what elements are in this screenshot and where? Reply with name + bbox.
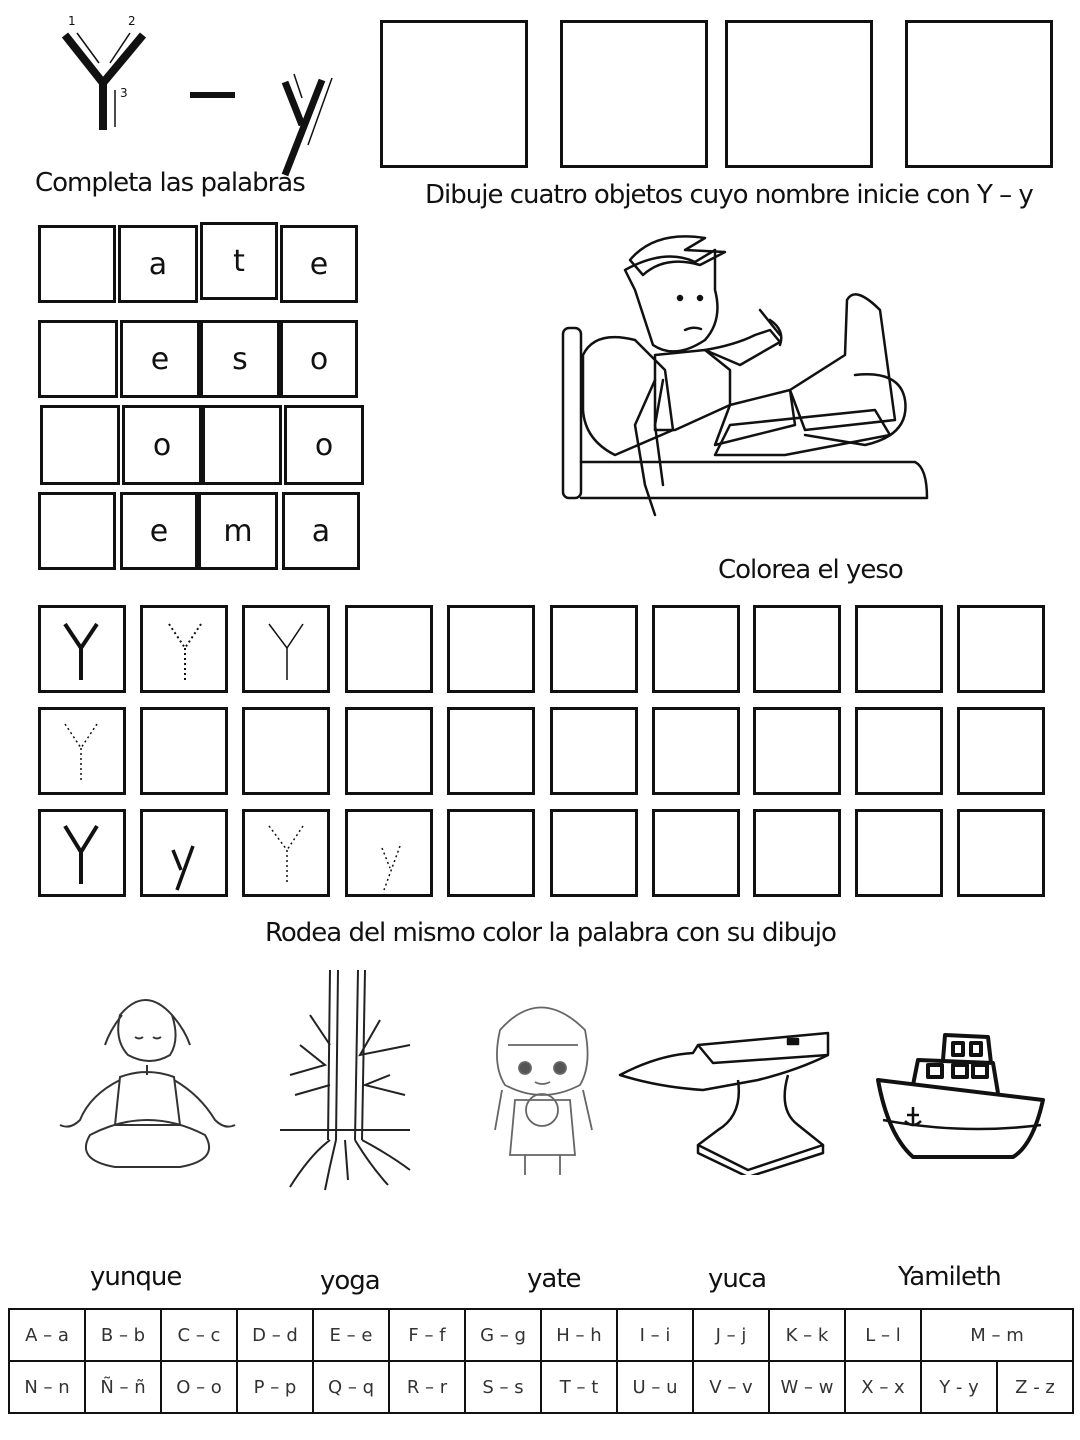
trace-cell[interactable] (753, 605, 841, 693)
drawing-box-4[interactable] (905, 20, 1053, 168)
alphabet-row-2 (9, 1361, 1073, 1413)
alphabet-cell: Q – q (313, 1361, 389, 1413)
trace-cell[interactable] (652, 707, 740, 795)
word-cell: o (284, 405, 364, 485)
trace-cell[interactable] (957, 605, 1045, 693)
alphabet-strip (8, 1308, 1074, 1414)
trace-cell[interactable] (140, 707, 228, 795)
trace-cell[interactable] (242, 809, 330, 897)
yoga-girl-picture[interactable] (50, 985, 245, 1175)
trace-cell[interactable] (753, 809, 841, 897)
word-cell: m (198, 492, 278, 570)
word-yuca[interactable]: yuca (708, 1264, 767, 1294)
word-yate[interactable]: yate (527, 1264, 581, 1294)
alphabet-cell: W – w (769, 1361, 845, 1413)
drawing-box-1[interactable] (380, 20, 528, 168)
alphabet-cell: J – j (693, 1309, 769, 1361)
alphabet-cell: A – a (9, 1309, 85, 1361)
trace-cell[interactable] (447, 707, 535, 795)
trace-cell[interactable] (38, 809, 126, 897)
drawing-box-2[interactable] (560, 20, 708, 168)
alphabet-cell: U – u (617, 1361, 693, 1413)
word-cell: a (118, 225, 198, 303)
trace-cell[interactable] (855, 605, 943, 693)
alphabet-cell: Z - z (997, 1361, 1073, 1413)
word-cell: e (120, 320, 200, 398)
trace-cell[interactable] (753, 707, 841, 795)
instruction-complete-words: Completa las palabras (35, 168, 305, 198)
trace-cell[interactable] (345, 707, 433, 795)
trace-cell[interactable] (447, 809, 535, 897)
stroke-number-1: 1 (68, 14, 75, 28)
word-cell: o (280, 320, 358, 398)
trace-cell[interactable] (345, 605, 433, 693)
letter-Y-guide (55, 15, 165, 140)
word-cell: a (282, 492, 360, 570)
trace-cell[interactable] (140, 605, 228, 693)
word-yunque[interactable]: yunque (90, 1262, 182, 1292)
instruction-draw-objects: Dibuje cuatro objetos cuyo nombre inicie con Y – y (425, 180, 1033, 210)
alphabet-cell: Ñ – ñ (85, 1361, 161, 1413)
word-cell: e (120, 492, 198, 570)
trace-cell[interactable] (855, 707, 943, 795)
trace-cell[interactable] (345, 809, 433, 897)
word-cell: e (280, 225, 358, 303)
instruction-color-cast: Colorea el yeso (718, 555, 903, 585)
alphabet-cell: I – i (617, 1309, 693, 1361)
drawing-box-3[interactable] (725, 20, 873, 168)
word-cell[interactable] (38, 492, 116, 570)
alphabet-cell: X – x (845, 1361, 921, 1413)
stroke-number-3: 3 (120, 86, 127, 100)
alphabet-cell: E – e (313, 1309, 389, 1361)
trace-cell[interactable] (550, 809, 638, 897)
alphabet-row-1 (9, 1309, 1073, 1361)
instruction-circle-same-color: Rodea del mismo color la palabra con su dibujo (265, 918, 836, 948)
boy-with-cast-illustration[interactable] (555, 230, 935, 530)
trace-cell[interactable] (140, 809, 228, 897)
anvil-picture[interactable] (618, 1025, 833, 1175)
alphabet-cell: R – r (389, 1361, 465, 1413)
trace-cell[interactable] (447, 605, 535, 693)
trace-cell[interactable] (957, 809, 1045, 897)
alphabet-cell: H – h (541, 1309, 617, 1361)
alphabet-cell: P – p (237, 1361, 313, 1413)
word-cell[interactable] (38, 320, 118, 398)
trace-cell[interactable] (242, 605, 330, 693)
trace-cell[interactable] (957, 707, 1045, 795)
stroke-number-2: 2 (128, 14, 135, 28)
alphabet-cell: S – s (465, 1361, 541, 1413)
alphabet-cell: B – b (85, 1309, 161, 1361)
trace-cell[interactable] (550, 707, 638, 795)
alphabet-cell: T – t (541, 1361, 617, 1413)
alphabet-cell: N – n (9, 1361, 85, 1413)
header-dash (190, 92, 235, 98)
alphabet-cell: K – k (769, 1309, 845, 1361)
yucca-plant-picture[interactable] (270, 965, 420, 1195)
alphabet-cell: Y - y (921, 1361, 997, 1413)
trace-cell[interactable] (38, 707, 126, 795)
trace-cell[interactable] (550, 605, 638, 693)
alphabet-cell: C – c (161, 1309, 237, 1361)
word-cell: o (122, 405, 202, 485)
word-cell: t (200, 222, 278, 300)
trace-cell[interactable] (242, 707, 330, 795)
alphabet-cell: F – f (389, 1309, 465, 1361)
yacht-picture[interactable] (873, 1025, 1048, 1165)
word-cell[interactable] (202, 405, 282, 485)
word-cell[interactable] (40, 405, 120, 485)
alphabet-cell: D – d (237, 1309, 313, 1361)
word-cell: s (200, 320, 280, 398)
trace-cell[interactable] (855, 809, 943, 897)
alphabet-cell: V – v (693, 1361, 769, 1413)
trace-cell[interactable] (652, 605, 740, 693)
word-yoga[interactable]: yoga (320, 1266, 380, 1296)
alphabet-cell: O – o (161, 1361, 237, 1413)
trace-cell[interactable] (652, 809, 740, 897)
letter-y-guide (270, 60, 350, 180)
alphabet-cell: M – m (921, 1309, 1073, 1361)
word-cell[interactable] (38, 225, 116, 303)
girl-yamileth-picture[interactable] (480, 990, 605, 1180)
trace-cell[interactable] (38, 605, 126, 693)
word-yamileth[interactable]: Yamileth (898, 1262, 1001, 1292)
alphabet-cell: L – l (845, 1309, 921, 1361)
alphabet-cell: G – g (465, 1309, 541, 1361)
